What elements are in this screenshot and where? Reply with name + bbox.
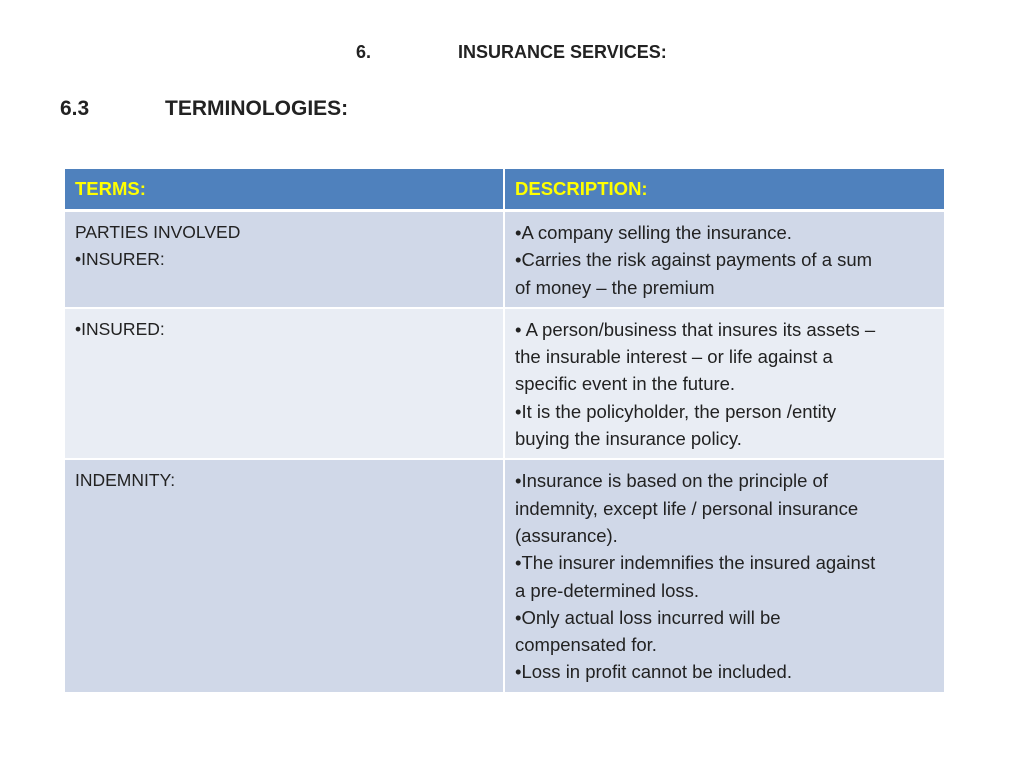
description-text: a pre-determined loss. [515,579,700,601]
description-text: compensated for. [515,634,657,656]
description-text: specific event in the future. [515,373,736,395]
table-row [64,211,945,308]
term-text: •INSURED: [75,318,165,339]
term-cell [64,308,504,459]
table-body [64,211,945,693]
section-number: 6.3 [60,97,90,120]
description-text: •Insurance is based on the principle of [515,470,828,492]
chapter-heading [0,42,1024,66]
description-text: •Carries the risk against payments of a sum [515,249,873,271]
description-text: the insurable interest – or life against a [515,346,833,368]
term-cell [64,459,504,692]
description-text: •A company selling the insurance. [515,222,792,243]
description-cell [504,308,945,459]
term-cell [64,211,504,308]
table-row [64,459,945,692]
description-cell [504,459,945,692]
table-header-row [64,168,945,211]
term-text: •INSURER: [75,249,165,270]
description-text: indemnity, except life / personal insurance [515,497,859,519]
header-terms: TERMS: [64,168,504,211]
description-text: (assurance). [515,524,618,546]
section-title: TERMINOLOGIES: [165,97,349,120]
table-row [64,308,945,459]
description-text: buying the insurance policy. [515,428,742,450]
description-text: •It is the policyholder, the person /entity [515,400,837,422]
chapter-title: INSURANCE SERVICES: [458,42,667,62]
description-text: of money – the premium [515,276,715,298]
description-text: •Loss in profit cannot be included. [515,661,792,683]
description-cell [504,211,945,308]
terminology-table [63,167,946,694]
chapter-number: 6. [356,42,372,62]
header-description: DESCRIPTION: [504,168,945,211]
section-heading [0,97,1024,125]
description-text: •Only actual loss incurred will be [515,606,781,628]
description-text: •The insurer indemnifies the insured against [515,552,876,574]
term-text: INDEMNITY: [75,470,176,491]
term-text: PARTIES INVOLVED [75,222,241,242]
description-text: • A person/business that insures its assets – [515,318,876,340]
